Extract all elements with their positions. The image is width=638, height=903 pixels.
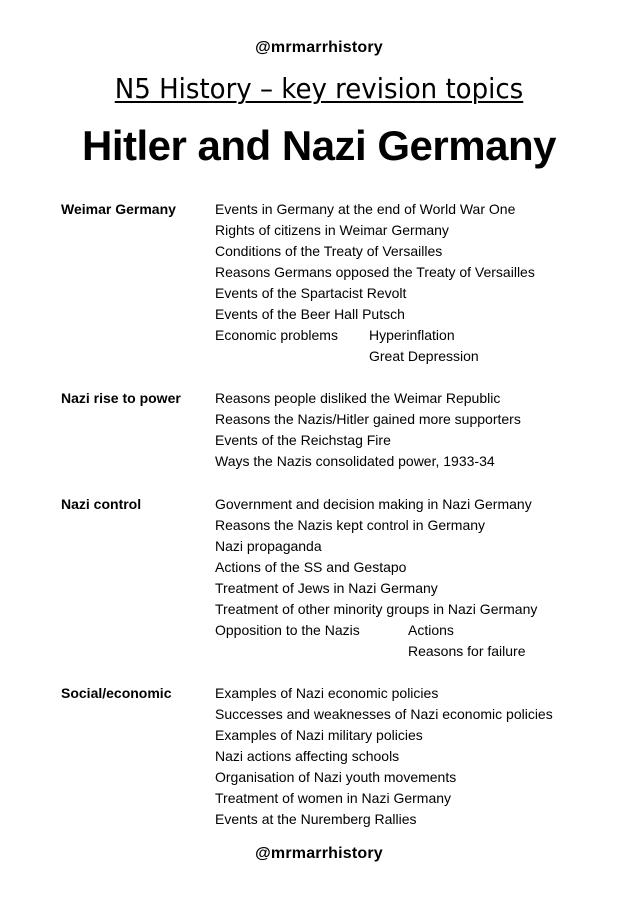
topic-item: Treatment of women in Nazi Germany [215, 790, 452, 806]
section-label: Nazi control [61, 496, 142, 512]
topic-item-label: Opposition to the Nazis [215, 622, 360, 638]
subtopic-list [369, 325, 479, 367]
topic-item: Successes and weaknesses of Nazi economic policies [215, 706, 553, 722]
topic-item-label: Economic problems [215, 327, 338, 343]
topic-list [215, 494, 625, 659]
topic-item: Examples of Nazi economic policies [215, 685, 439, 701]
topic-item-with-subtopics [215, 620, 625, 659]
topic-item: Nazi propaganda [215, 538, 322, 554]
subtopic-item: Reasons for failure [408, 643, 526, 659]
topic-item: Reasons the Nazis kept control in Germany [215, 517, 486, 533]
topic-item: Reasons Germans opposed the Treaty of Versailles [215, 264, 535, 280]
twitter-handle-top: @mrmarrhistory [255, 39, 383, 56]
topic-item-with-subtopics [215, 325, 625, 364]
topic-list [215, 388, 625, 472]
topic-item: Events of the Reichstag Fire [215, 432, 391, 448]
topic-list [215, 683, 625, 830]
topic-item: Reasons the Nazis/Hitler gained more supporters [215, 411, 521, 427]
page-title: Hitler and Nazi Germany [82, 122, 556, 169]
topic-item: Treatment of other minority groups in Nazi Germany [215, 601, 538, 617]
subtopic-item: Actions [408, 622, 454, 638]
topic-item: Ways the Nazis consolidated power, 1933-34 [215, 453, 495, 469]
subtopic-item: Hyperinflation [369, 327, 455, 343]
section-label: Social/economic [61, 685, 172, 701]
topic-list [215, 199, 625, 364]
topic-item: Events in Germany at the end of World War One [215, 201, 516, 217]
page-subtitle: N5 History – key revision topics [114, 72, 524, 105]
topic-item: Government and decision making in Nazi Germany [215, 496, 532, 512]
topic-item: Events of the Beer Hall Putsch [215, 306, 405, 322]
topic-item: Actions of the SS and Gestapo [215, 559, 407, 575]
topic-item: Events at the Nuremberg Rallies [215, 811, 417, 827]
topic-item: Organisation of Nazi youth movements [215, 769, 457, 785]
topic-item: Treatment of Jews in Nazi Germany [215, 580, 438, 596]
topic-item: Conditions of the Treaty of Versailles [215, 243, 443, 259]
subtopic-item: Great Depression [369, 348, 479, 364]
section-label: Nazi rise to power [61, 390, 181, 406]
section-label: Weimar Germany [61, 201, 176, 217]
topic-item: Nazi actions affecting schools [215, 748, 400, 764]
topic-item: Rights of citizens in Weimar Germany [215, 222, 449, 238]
subtopic-list [408, 620, 526, 662]
topic-item: Examples of Nazi military policies [215, 727, 423, 743]
topic-item: Reasons people disliked the Weimar Republic [215, 390, 501, 406]
twitter-handle-bottom: @mrmarrhistory [255, 845, 383, 862]
topic-item: Events of the Spartacist Revolt [215, 285, 407, 301]
